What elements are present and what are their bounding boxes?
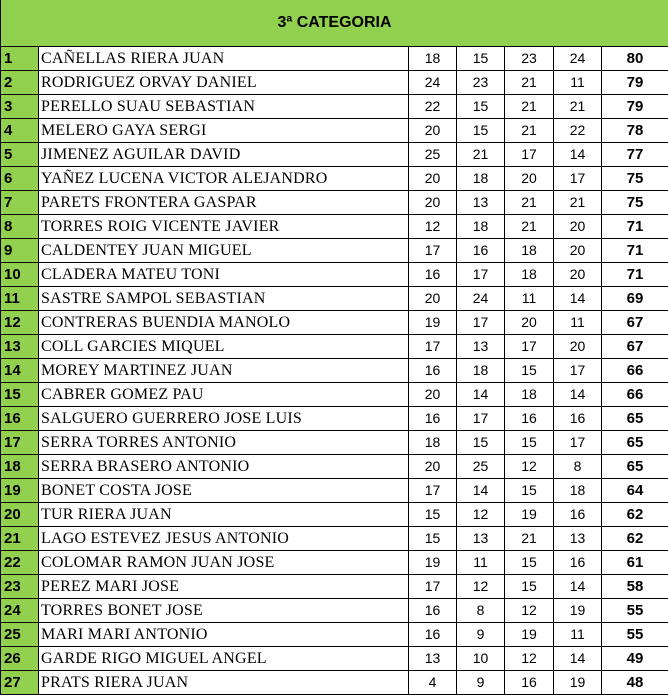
rank-cell: 11 — [1, 287, 39, 311]
round-3-score-cell: 20 — [505, 167, 554, 191]
total-score-cell: 62 — [602, 527, 668, 551]
round-3-score-cell: 20 — [505, 311, 554, 335]
total-score-cell: 69 — [602, 287, 668, 311]
rank-cell: 17 — [1, 431, 39, 455]
round-1-score-cell: 4 — [409, 671, 457, 695]
round-4-score-cell: 20 — [554, 215, 602, 239]
round-2-score-cell: 17 — [457, 311, 505, 335]
total-score-cell: 66 — [602, 383, 668, 407]
round-3-score-cell: 12 — [505, 647, 554, 671]
table-row — [1, 95, 668, 119]
round-1-score-cell: 17 — [409, 575, 457, 599]
rank-cell: 8 — [1, 215, 39, 239]
player-name-cell: SERRA BRASERO ANTONIO — [39, 455, 409, 479]
round-3-score-cell: 17 — [505, 143, 554, 167]
player-name-cell: MOREY MARTINEZ JUAN — [39, 359, 409, 383]
round-4-score-cell: 11 — [554, 623, 602, 647]
round-1-score-cell: 17 — [409, 335, 457, 359]
round-2-score-cell: 18 — [457, 359, 505, 383]
round-3-score-cell: 18 — [505, 239, 554, 263]
player-name-cell: PRATS RIERA JUAN — [39, 671, 409, 695]
round-4-score-cell: 20 — [554, 263, 602, 287]
round-3-score-cell: 21 — [505, 95, 554, 119]
table-row — [1, 263, 668, 287]
player-name-cell: TUR RIERA JUAN — [39, 503, 409, 527]
table-row — [1, 383, 668, 407]
total-score-cell: 67 — [602, 335, 668, 359]
rank-cell: 9 — [1, 239, 39, 263]
player-name-cell: CAÑELLAS RIERA JUAN — [39, 47, 409, 71]
round-2-score-cell: 17 — [457, 407, 505, 431]
round-3-score-cell: 15 — [505, 479, 554, 503]
round-1-score-cell: 17 — [409, 479, 457, 503]
rank-cell: 5 — [1, 143, 39, 167]
player-name-cell: CABRER GOMEZ PAU — [39, 383, 409, 407]
round-1-score-cell: 22 — [409, 95, 457, 119]
rank-cell: 20 — [1, 503, 39, 527]
round-3-score-cell: 21 — [505, 215, 554, 239]
rank-cell: 21 — [1, 527, 39, 551]
round-3-score-cell: 18 — [505, 263, 554, 287]
rank-cell: 23 — [1, 575, 39, 599]
round-1-score-cell: 20 — [409, 383, 457, 407]
table-row — [1, 647, 668, 671]
table-row — [1, 623, 668, 647]
round-2-score-cell: 8 — [457, 599, 505, 623]
round-1-score-cell: 19 — [409, 551, 457, 575]
table-row — [1, 527, 668, 551]
round-4-score-cell: 19 — [554, 599, 602, 623]
round-4-score-cell: 16 — [554, 503, 602, 527]
round-2-score-cell: 13 — [457, 335, 505, 359]
round-4-score-cell: 22 — [554, 119, 602, 143]
total-score-cell: 62 — [602, 503, 668, 527]
round-2-score-cell: 21 — [457, 143, 505, 167]
table-row — [1, 479, 668, 503]
round-3-score-cell: 15 — [505, 575, 554, 599]
round-2-score-cell: 18 — [457, 215, 505, 239]
round-1-score-cell: 18 — [409, 431, 457, 455]
round-4-score-cell: 16 — [554, 407, 602, 431]
round-3-score-cell: 15 — [505, 551, 554, 575]
rank-cell: 4 — [1, 119, 39, 143]
player-name-cell: BONET COSTA JOSE — [39, 479, 409, 503]
total-score-cell: 65 — [602, 455, 668, 479]
round-2-score-cell: 14 — [457, 383, 505, 407]
round-4-score-cell: 21 — [554, 95, 602, 119]
player-name-cell: TORRES BONET JOSE — [39, 599, 409, 623]
round-1-score-cell: 20 — [409, 191, 457, 215]
rank-cell: 14 — [1, 359, 39, 383]
round-4-score-cell: 24 — [554, 47, 602, 71]
round-2-score-cell: 18 — [457, 167, 505, 191]
total-score-cell: 66 — [602, 359, 668, 383]
round-4-score-cell: 11 — [554, 71, 602, 95]
round-2-score-cell: 16 — [457, 239, 505, 263]
player-name-cell: LAGO ESTEVEZ JESUS ANTONIO — [39, 527, 409, 551]
round-2-score-cell: 9 — [457, 623, 505, 647]
round-1-score-cell: 20 — [409, 455, 457, 479]
rank-cell: 26 — [1, 647, 39, 671]
table-row — [1, 167, 668, 191]
total-score-cell: 61 — [602, 551, 668, 575]
player-name-cell: MELERO GAYA SERGI — [39, 119, 409, 143]
rank-cell: 7 — [1, 191, 39, 215]
round-1-score-cell: 13 — [409, 647, 457, 671]
table-row — [1, 671, 668, 695]
round-1-score-cell: 15 — [409, 527, 457, 551]
round-3-score-cell: 15 — [505, 359, 554, 383]
round-1-score-cell: 16 — [409, 623, 457, 647]
round-4-score-cell: 17 — [554, 359, 602, 383]
round-1-score-cell: 16 — [409, 359, 457, 383]
round-4-score-cell: 14 — [554, 143, 602, 167]
total-score-cell: 65 — [602, 407, 668, 431]
rank-cell: 2 — [1, 71, 39, 95]
round-1-score-cell: 20 — [409, 119, 457, 143]
total-score-cell: 58 — [602, 575, 668, 599]
round-2-score-cell: 13 — [457, 191, 505, 215]
total-score-cell: 49 — [602, 647, 668, 671]
rank-cell: 25 — [1, 623, 39, 647]
rank-cell: 19 — [1, 479, 39, 503]
total-score-cell: 55 — [602, 623, 668, 647]
table-row — [1, 143, 668, 167]
round-4-score-cell: 14 — [554, 575, 602, 599]
total-score-cell: 67 — [602, 311, 668, 335]
round-4-score-cell: 13 — [554, 527, 602, 551]
table-row — [1, 575, 668, 599]
player-name-cell: TORRES ROIG VICENTE JAVIER — [39, 215, 409, 239]
round-3-score-cell: 16 — [505, 407, 554, 431]
rank-cell: 16 — [1, 407, 39, 431]
round-4-score-cell: 14 — [554, 383, 602, 407]
player-name-cell: PARETS FRONTERA GASPAR — [39, 191, 409, 215]
rank-cell: 27 — [1, 671, 39, 695]
rank-cell: 22 — [1, 551, 39, 575]
rank-cell: 6 — [1, 167, 39, 191]
round-3-score-cell: 15 — [505, 431, 554, 455]
round-3-score-cell: 19 — [505, 623, 554, 647]
round-2-score-cell: 15 — [457, 119, 505, 143]
table-row — [1, 551, 668, 575]
table-row — [1, 599, 668, 623]
round-1-score-cell: 16 — [409, 407, 457, 431]
rank-cell: 12 — [1, 311, 39, 335]
total-score-cell: 48 — [602, 671, 668, 695]
table-row — [1, 335, 668, 359]
category-header-row — [1, 0, 668, 47]
rank-cell: 10 — [1, 263, 39, 287]
round-1-score-cell: 16 — [409, 263, 457, 287]
round-3-score-cell: 12 — [505, 455, 554, 479]
round-3-score-cell: 12 — [505, 599, 554, 623]
round-2-score-cell: 11 — [457, 551, 505, 575]
round-2-score-cell: 12 — [457, 503, 505, 527]
table-row — [1, 455, 668, 479]
player-name-cell: SERRA TORRES ANTONIO — [39, 431, 409, 455]
total-score-cell: 71 — [602, 239, 668, 263]
round-2-score-cell: 17 — [457, 263, 505, 287]
table-row — [1, 431, 668, 455]
rank-cell: 24 — [1, 599, 39, 623]
round-2-score-cell: 23 — [457, 71, 505, 95]
round-4-score-cell: 18 — [554, 479, 602, 503]
player-name-cell: CONTRERAS BUENDIA MANOLO — [39, 311, 409, 335]
total-score-cell: 71 — [602, 263, 668, 287]
rank-cell: 18 — [1, 455, 39, 479]
total-score-cell: 75 — [602, 167, 668, 191]
table-row — [1, 503, 668, 527]
round-1-score-cell: 18 — [409, 47, 457, 71]
round-1-score-cell: 24 — [409, 71, 457, 95]
round-1-score-cell: 20 — [409, 167, 457, 191]
player-name-cell: CLADERA MATEU TONI — [39, 263, 409, 287]
round-2-score-cell: 25 — [457, 455, 505, 479]
player-name-cell: SALGUERO GUERRERO JOSE LUIS — [39, 407, 409, 431]
round-4-score-cell: 20 — [554, 239, 602, 263]
round-1-score-cell: 20 — [409, 287, 457, 311]
total-score-cell: 71 — [602, 215, 668, 239]
table-row — [1, 359, 668, 383]
round-4-score-cell: 14 — [554, 647, 602, 671]
round-4-score-cell: 16 — [554, 551, 602, 575]
player-name-cell: JIMENEZ AGUILAR DAVID — [39, 143, 409, 167]
round-4-score-cell: 17 — [554, 167, 602, 191]
total-score-cell: 75 — [602, 191, 668, 215]
round-1-score-cell: 12 — [409, 215, 457, 239]
player-name-cell: COLL GARCIES MIQUEL — [39, 335, 409, 359]
total-score-cell: 55 — [602, 599, 668, 623]
player-name-cell: PEREZ MARI JOSE — [39, 575, 409, 599]
total-score-cell: 64 — [602, 479, 668, 503]
round-3-score-cell: 18 — [505, 383, 554, 407]
rank-cell: 1 — [1, 47, 39, 71]
round-2-score-cell: 9 — [457, 671, 505, 695]
round-4-score-cell: 21 — [554, 191, 602, 215]
rank-cell: 13 — [1, 335, 39, 359]
round-2-score-cell: 10 — [457, 647, 505, 671]
round-3-score-cell: 21 — [505, 71, 554, 95]
round-3-score-cell: 19 — [505, 503, 554, 527]
player-name-cell: PERELLO SUAU SEBASTIAN — [39, 95, 409, 119]
total-score-cell: 78 — [602, 119, 668, 143]
round-1-score-cell: 25 — [409, 143, 457, 167]
round-4-score-cell: 19 — [554, 671, 602, 695]
table-row — [1, 215, 668, 239]
player-name-cell: SASTRE SAMPOL SEBASTIAN — [39, 287, 409, 311]
player-name-cell: RODRIGUEZ ORVAY DANIEL — [39, 71, 409, 95]
table-row — [1, 119, 668, 143]
table-row — [1, 311, 668, 335]
player-name-cell: MARI MARI ANTONIO — [39, 623, 409, 647]
total-score-cell: 80 — [602, 47, 668, 71]
round-3-score-cell: 21 — [505, 527, 554, 551]
round-4-score-cell: 20 — [554, 335, 602, 359]
round-4-score-cell: 8 — [554, 455, 602, 479]
round-1-score-cell: 19 — [409, 311, 457, 335]
round-4-score-cell: 11 — [554, 311, 602, 335]
round-2-score-cell: 24 — [457, 287, 505, 311]
table-row — [1, 47, 668, 71]
table-row — [1, 71, 668, 95]
round-2-score-cell: 14 — [457, 479, 505, 503]
round-4-score-cell: 14 — [554, 287, 602, 311]
round-3-score-cell: 17 — [505, 335, 554, 359]
round-2-score-cell: 15 — [457, 431, 505, 455]
player-name-cell: YAÑEZ LUCENA VICTOR ALEJANDRO — [39, 167, 409, 191]
total-score-cell: 79 — [602, 95, 668, 119]
total-score-cell: 65 — [602, 431, 668, 455]
round-1-score-cell: 15 — [409, 503, 457, 527]
round-3-score-cell: 16 — [505, 671, 554, 695]
rank-cell: 15 — [1, 383, 39, 407]
rank-cell: 3 — [1, 95, 39, 119]
round-3-score-cell: 23 — [505, 47, 554, 71]
total-score-cell: 77 — [602, 143, 668, 167]
table-row — [1, 287, 668, 311]
round-3-score-cell: 11 — [505, 287, 554, 311]
total-score-cell: 79 — [602, 71, 668, 95]
round-1-score-cell: 16 — [409, 599, 457, 623]
player-name-cell: CALDENTEY JUAN MIGUEL — [39, 239, 409, 263]
table-row — [1, 239, 668, 263]
round-3-score-cell: 21 — [505, 119, 554, 143]
round-2-score-cell: 15 — [457, 95, 505, 119]
round-3-score-cell: 21 — [505, 191, 554, 215]
round-1-score-cell: 17 — [409, 239, 457, 263]
player-name-cell: GARDE RIGO MIGUEL ANGEL — [39, 647, 409, 671]
table-row — [1, 407, 668, 431]
round-4-score-cell: 17 — [554, 431, 602, 455]
category-title: 3ª CATEGORIA — [1, 0, 668, 47]
round-2-score-cell: 15 — [457, 47, 505, 71]
round-2-score-cell: 13 — [457, 527, 505, 551]
table-row — [1, 191, 668, 215]
player-name-cell: COLOMAR RAMON JUAN JOSE — [39, 551, 409, 575]
round-2-score-cell: 12 — [457, 575, 505, 599]
